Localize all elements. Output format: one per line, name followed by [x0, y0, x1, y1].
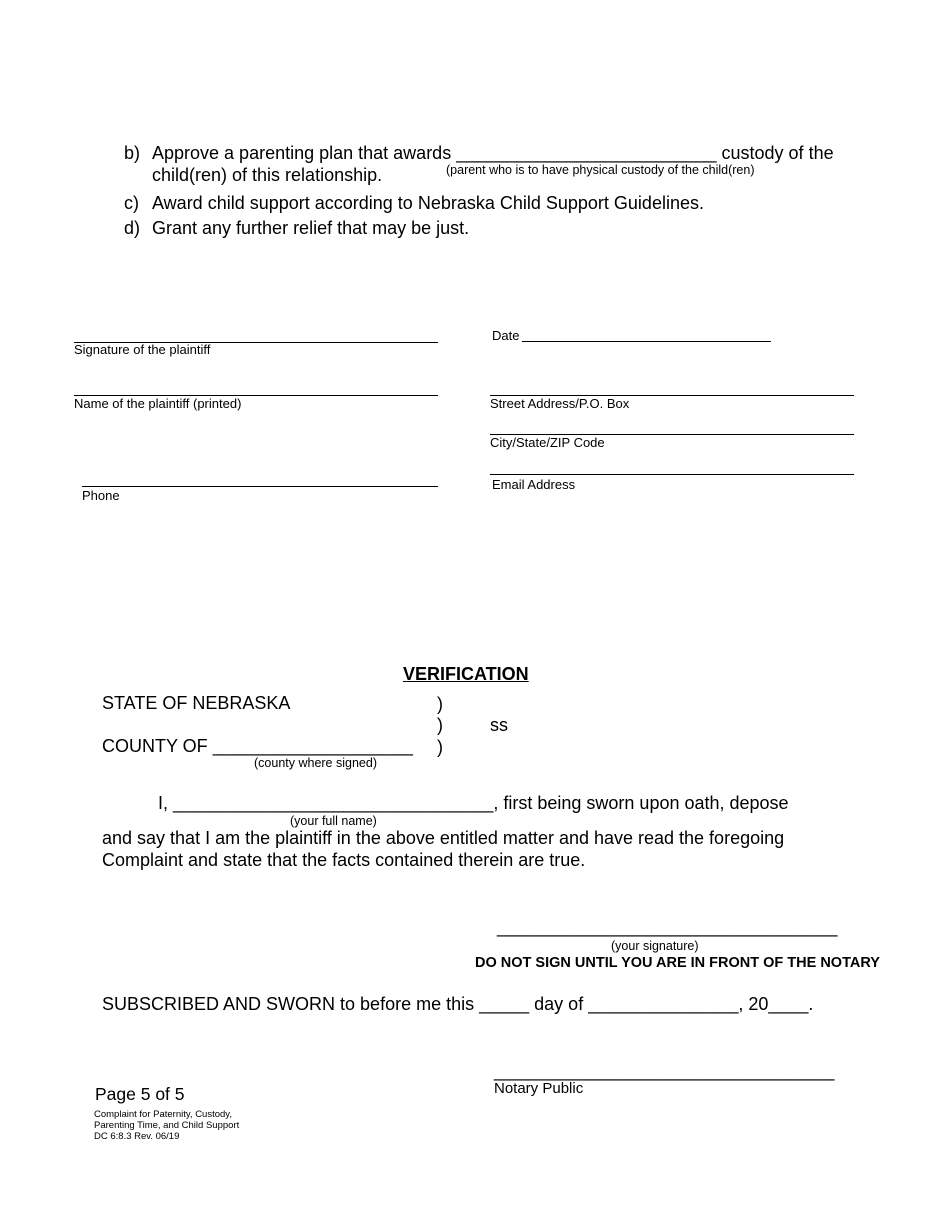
plaintiff-signature-blank[interactable]: __________________________________	[497, 917, 838, 937]
verification-heading: VERIFICATION	[403, 664, 529, 684]
form-title-line2: Parenting Time, and Child Support	[94, 1120, 240, 1131]
date-line[interactable]	[522, 341, 771, 342]
ss-label: ss	[490, 715, 508, 735]
full-name-hint: (your full name)	[290, 814, 377, 828]
item-b-line1	[152, 143, 834, 164]
paren-2: )	[437, 715, 443, 735]
oath-line-3: Complaint and state that the facts contained therein are true.	[102, 850, 586, 870]
item-b-text-after: custody of the	[721, 143, 834, 163]
page-number: Page 5 of 5	[95, 1084, 185, 1104]
phone-line[interactable]	[82, 486, 438, 487]
county-hint: (county where signed)	[254, 756, 377, 770]
paren-1: )	[437, 694, 443, 714]
city-state-zip-label: City/State/ZIP Code	[490, 435, 605, 450]
notary-signature-blank[interactable]: __________________________________	[494, 1061, 835, 1081]
oath-line-1	[158, 793, 789, 814]
item-b-text: Approve a parenting plan that awards	[152, 143, 452, 163]
paren-3: )	[437, 737, 443, 757]
item-b-marker: b)	[124, 143, 141, 163]
form-number: DC 6:8.3 Rev. 06/19	[94, 1131, 180, 1142]
item-d-text: Grant any further relief that may be just.	[152, 218, 470, 238]
item-c-text: Award child support according to Nebraska Child Support Guidelines.	[152, 193, 704, 213]
phone-label: Phone	[82, 488, 120, 503]
email-line[interactable]	[490, 474, 854, 475]
subscribed-sworn-line: SUBSCRIBED AND SWORN to before me this _____ day of _______________, 20____.	[102, 994, 814, 1014]
notary-public-label: Notary Public	[494, 1080, 584, 1097]
item-b-line2: child(ren) of this relationship.	[152, 165, 383, 185]
county-blank[interactable]: ____________________	[212, 736, 413, 756]
custody-parent-blank[interactable]: __________________________	[456, 143, 717, 163]
county-line	[102, 736, 413, 757]
county-label: COUNTY OF	[102, 736, 208, 756]
item-c-marker: c)	[124, 193, 139, 213]
full-name-blank[interactable]: ________________________________	[173, 793, 494, 813]
oath-prefix: I,	[158, 793, 169, 813]
oath-line-2: and say that I am the plaintiff in the above entitled matter and have read the foregoing	[102, 828, 785, 848]
plaintiff-signature-label: Signature of the plaintiff	[74, 342, 211, 357]
street-address-label: Street Address/P.O. Box	[490, 396, 630, 411]
item-d-marker: d)	[124, 218, 141, 238]
email-label: Email Address	[492, 477, 576, 492]
plaintiff-name-label: Name of the plaintiff (printed)	[74, 396, 242, 411]
form-title-line1: Complaint for Paternity, Custody,	[94, 1109, 232, 1120]
custody-parent-hint: (parent who is to have physical custody of the child(ren)	[446, 163, 755, 177]
date-label: Date	[492, 328, 520, 343]
oath-suffix: , first being sworn upon oath, depose	[493, 793, 789, 813]
state-label: STATE OF NEBRASKA	[102, 693, 291, 713]
notary-warning: DO NOT SIGN UNTIL YOU ARE IN FRONT OF THE NOTARY	[475, 955, 880, 971]
your-signature-hint: (your signature)	[611, 939, 699, 953]
